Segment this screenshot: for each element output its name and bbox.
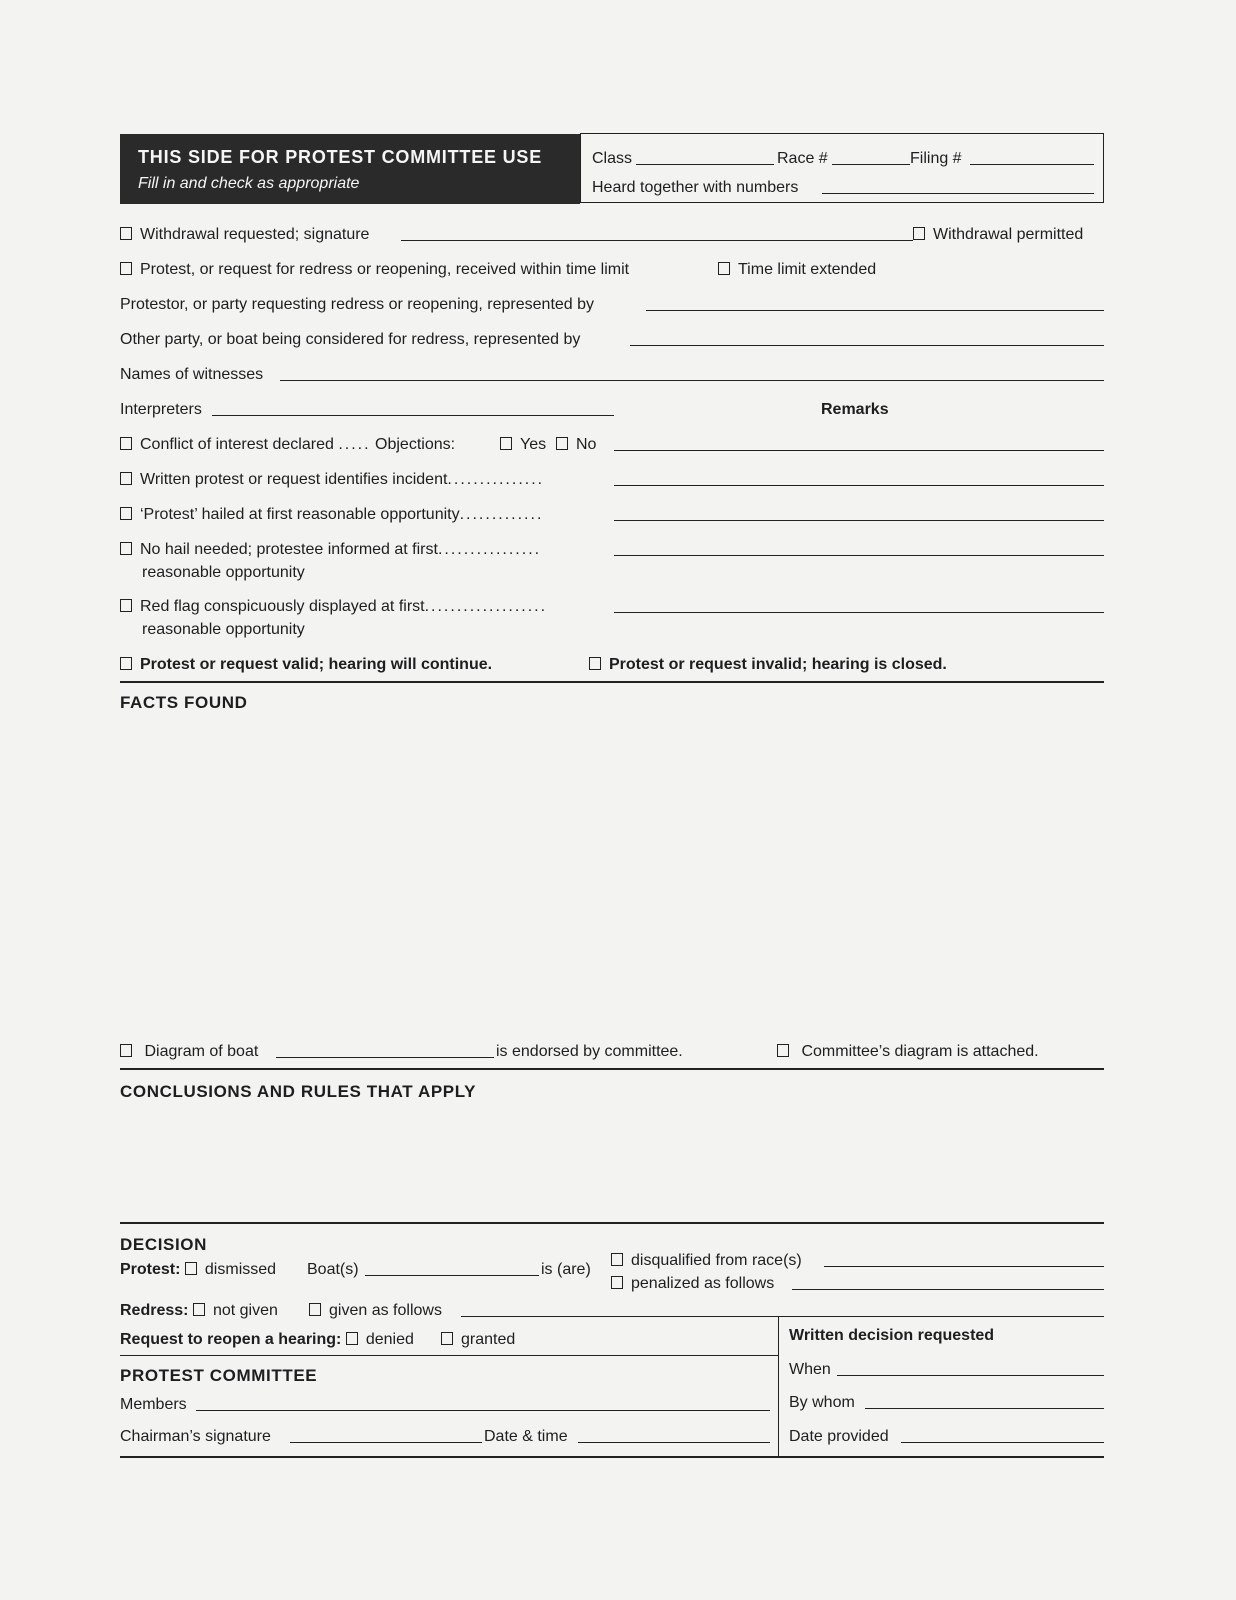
redress-not-given-checkbox[interactable] <box>193 1303 205 1316</box>
race-label: Race # <box>777 150 828 167</box>
chairman-signature-field[interactable] <box>290 1442 482 1443</box>
redress-given-checkbox[interactable] <box>309 1303 321 1316</box>
heard-together-label: Heard together with numbers <box>592 179 799 196</box>
conclusions-heading: CONCLUSIONS AND RULES THAT APPLY <box>120 1082 477 1101</box>
remarks-field-1[interactable] <box>614 450 1104 451</box>
reopen-denied-checkbox[interactable] <box>346 1332 358 1345</box>
valid-row: Protest or request valid; hearing will continue. <box>120 656 492 674</box>
conclusions-area[interactable] <box>120 1106 1104 1216</box>
remarks-field-3[interactable] <box>614 520 1104 521</box>
reopen-granted-row: granted <box>441 1331 515 1349</box>
committee-header-banner <box>120 134 580 204</box>
when-label: When <box>789 1361 831 1378</box>
is-are-text: is (are) <box>541 1261 591 1278</box>
penalized-checkbox[interactable] <box>611 1276 623 1289</box>
redress-given-field[interactable] <box>461 1316 1104 1317</box>
conflict-checkbox[interactable] <box>120 437 132 450</box>
no-hail-line2: reasonable opportunity <box>142 564 305 581</box>
protest-decision-row: Protest: dismissed <box>120 1261 277 1278</box>
date-time-field[interactable] <box>578 1442 770 1443</box>
protest-received-row: Protest, or request for redress or reopening, received within time limit <box>120 261 629 279</box>
boats-field[interactable] <box>365 1275 539 1276</box>
red-flag-row: Red flag conspicuously displayed at first................... <box>120 598 547 616</box>
objections-no-checkbox[interactable] <box>556 437 568 450</box>
divider <box>120 1068 1104 1070</box>
disqualified-checkbox[interactable] <box>611 1253 623 1266</box>
remarks-field-4[interactable] <box>614 555 1104 556</box>
date-time-label: Date & time <box>484 1428 568 1445</box>
time-limit-extended-checkbox[interactable] <box>718 262 730 275</box>
written-decision-heading: Written decision requested <box>789 1327 995 1344</box>
header-title: THIS SIDE FOR PROTEST COMMITTEE USE <box>138 147 543 167</box>
diagram-checkbox[interactable] <box>120 1044 132 1057</box>
members-label: Members <box>120 1396 187 1413</box>
withdrawal-requested-row: Withdrawal requested; signature <box>120 226 369 244</box>
race-field[interactable] <box>832 164 910 165</box>
withdrawal-requested-checkbox[interactable] <box>120 227 132 240</box>
penalized-row: penalized as follows <box>611 1275 774 1293</box>
withdrawal-permitted-checkbox[interactable] <box>913 227 925 240</box>
hailed-row: ‘Protest’ hailed at first reasonable opportunity............. <box>120 506 543 524</box>
given-as-follows-row: given as follows <box>309 1302 442 1320</box>
protest-committee-heading: PROTEST COMMITTEE <box>120 1366 318 1385</box>
objections-no: No <box>556 436 596 454</box>
divider <box>120 1355 778 1356</box>
decision-heading: DECISION <box>120 1235 207 1254</box>
interpreters-label: Interpreters <box>120 401 202 418</box>
protestor-field[interactable] <box>646 310 1104 311</box>
conflict-row: Conflict of interest declared ..... Objections: <box>120 436 455 454</box>
objections-yes: Yes <box>500 436 546 454</box>
time-limit-extended-row: Time limit extended <box>718 261 876 279</box>
date-provided-label: Date provided <box>789 1428 889 1445</box>
reopen-granted-checkbox[interactable] <box>441 1332 453 1345</box>
class-field[interactable] <box>636 164 774 165</box>
protestor-label: Protestor, or party requesting redress or reopening, represented by <box>120 296 595 313</box>
heard-together-field[interactable] <box>822 193 1094 194</box>
no-hail-checkbox[interactable] <box>120 542 132 555</box>
invalid-row: Protest or request invalid; hearing is closed. <box>589 656 947 674</box>
disqualified-row: disqualified from race(s) <box>611 1252 802 1270</box>
committee-diagram-row: Committee’s diagram is attached. <box>777 1043 1039 1061</box>
remarks-field-5[interactable] <box>614 612 1104 613</box>
protest-received-checkbox[interactable] <box>120 262 132 275</box>
red-flag-line2: reasonable opportunity <box>142 621 305 638</box>
filing-field[interactable] <box>970 164 1094 165</box>
endorsed-text: is endorsed by committee. <box>496 1043 683 1060</box>
written-protest-row: Written protest or request identifies incident............... <box>120 471 544 489</box>
divider <box>120 1222 1104 1224</box>
divider <box>120 681 1104 683</box>
penalized-field[interactable] <box>792 1289 1104 1290</box>
divider <box>120 1456 1104 1458</box>
withdrawal-signature-field[interactable] <box>401 240 913 241</box>
interpreters-field[interactable] <box>212 415 614 416</box>
by-whom-field[interactable] <box>865 1408 1104 1409</box>
when-field[interactable] <box>837 1375 1104 1376</box>
redress-row: Redress: not given <box>120 1302 278 1319</box>
filing-label: Filing # <box>910 150 962 167</box>
red-flag-checkbox[interactable] <box>120 599 132 612</box>
witnesses-label: Names of witnesses <box>120 366 264 383</box>
witnesses-field[interactable] <box>280 380 1104 381</box>
facts-found-area[interactable] <box>120 718 1104 1018</box>
other-party-field[interactable] <box>630 345 1104 346</box>
disqualified-races-field[interactable] <box>824 1266 1104 1267</box>
boats-label: Boat(s) <box>307 1261 359 1278</box>
facts-found-heading: FACTS FOUND <box>120 693 248 712</box>
chairman-signature-label: Chairman’s signature <box>120 1428 271 1445</box>
invalid-checkbox[interactable] <box>589 657 601 670</box>
header-subtitle: Fill in and check as appropriate <box>138 175 360 192</box>
withdrawal-permitted-row: Withdrawal permitted <box>913 226 1083 244</box>
reopen-row: Request to reopen a hearing: denied <box>120 1331 414 1348</box>
other-party-label: Other party, or boat being considered for redress, represented by <box>120 331 581 348</box>
no-hail-row: No hail needed; protestee informed at first................ <box>120 541 541 559</box>
class-label: Class <box>592 150 633 167</box>
diagram-boat-field[interactable] <box>276 1057 494 1058</box>
valid-checkbox[interactable] <box>120 657 132 670</box>
date-provided-field[interactable] <box>901 1442 1104 1443</box>
by-whom-label: By whom <box>789 1394 855 1411</box>
dismissed-checkbox[interactable] <box>185 1262 197 1275</box>
diagram-row: Diagram of boat <box>120 1043 258 1061</box>
committee-diagram-checkbox[interactable] <box>777 1044 789 1057</box>
remarks-heading: Remarks <box>821 401 889 418</box>
divider <box>778 1317 779 1457</box>
remarks-field-2[interactable] <box>614 485 1104 486</box>
objections-yes-checkbox[interactable] <box>500 437 512 450</box>
written-protest-checkbox[interactable] <box>120 472 132 485</box>
members-field[interactable] <box>196 1410 770 1411</box>
hailed-checkbox[interactable] <box>120 507 132 520</box>
